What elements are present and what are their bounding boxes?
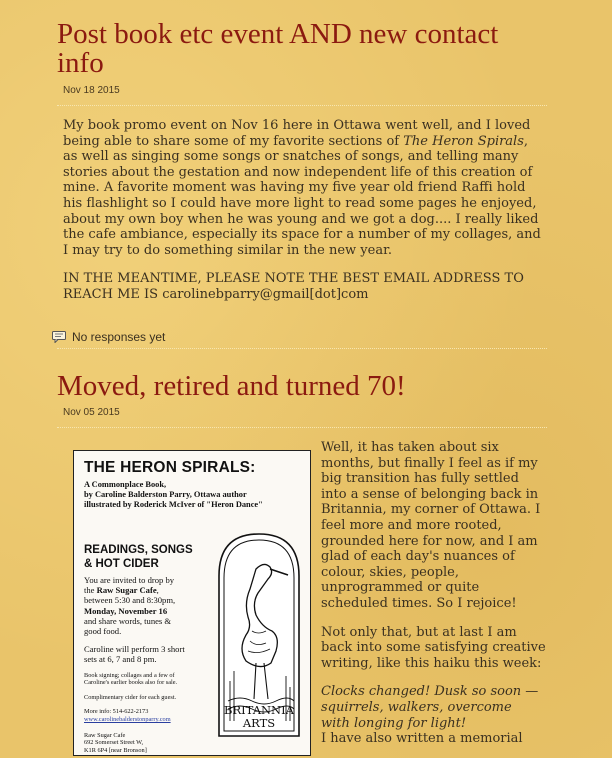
poster-text: Caroline's earlier books also for sale. — [84, 679, 178, 687]
poster-sub: illustrated by Roderick McIver of "Heron Dance" — [84, 500, 263, 509]
poster-text: between 5:30 and 8:30pm, — [84, 595, 176, 606]
poster-text: and share words, tunes & — [84, 615, 172, 626]
poster-link: www.carolinebalderstonparry.com — [84, 716, 171, 723]
post-title[interactable]: Post book etc event AND new contact info — [57, 18, 499, 79]
divider — [57, 427, 547, 428]
poster-text: Monday, November 16 — [84, 605, 168, 616]
post-body — [63, 118, 545, 316]
paragraph: IN THE MEANTIME, PLEASE NOTE THE BEST EMAIL ADDRESS TO REACH ME IS carolinebparry@gmail[dot]com — [63, 271, 524, 302]
paragraph: My book promo event on Nov 16 here in Ottawa went well, and I loved being able to share some of my favorite sections of The Heron Spirals, as well as singing some songs or snatches of songs, and telling many stories about the gestation and now independent life of this creation of mine. A favorite moment was having my five year old friend Raffi hold his flashlight so I could have more light to read some pages he enjoyed, about my own boy when he was young and we got a dog.... I really liked the cafe ambiance, especially its space for a number of my collages, and I may try to do something similar in the new year. — [63, 118, 541, 258]
poster-left-column — [84, 539, 214, 754]
poster-text: K1R 6P4 [near Bronson] — [84, 746, 147, 754]
poster-text: 692 Somerset Street W, — [84, 739, 144, 747]
comments-link[interactable] — [52, 330, 165, 344]
haiku-line: Clocks changed! Dusk so soon — — [321, 684, 539, 700]
heron-illustration — [216, 531, 302, 751]
poster-title: THE HERON SPIRALS: — [84, 459, 256, 476]
poster-text: Complimentary cider for each guest. — [84, 693, 177, 701]
poster-text: good food. — [84, 626, 122, 637]
post-date: Nov 05 2015 — [63, 407, 120, 418]
paragraph: I have also written a memorial — [321, 731, 523, 747]
event-poster-image — [73, 450, 311, 756]
poster-text: You are invited to drop by — [84, 575, 175, 585]
poster-text: Caroline will perform 3 short — [84, 644, 185, 655]
post-body — [321, 440, 546, 747]
poster-text: sets at 6, 7 and 8 pm. — [84, 654, 157, 665]
poster-text: Raw Sugar Cafe — [84, 731, 126, 739]
poster-text: the Raw Sugar Cafe, — [84, 585, 159, 596]
paragraph: Not only that, but at last I am back into some satisfying creative writing, like this haiku this week: — [321, 624, 546, 671]
poster-art-label: ARTS — [242, 716, 276, 730]
post-date: Nov 18 2015 — [63, 85, 120, 96]
haiku-line: with longing for light! — [321, 715, 467, 731]
poster-sub: A Commonplace Book, — [84, 480, 167, 489]
divider — [57, 348, 547, 349]
comment-icon — [52, 331, 66, 343]
post-title[interactable]: Moved, retired and turned 70! — [57, 370, 406, 402]
poster-text: Book signing; collages and a few of — [84, 671, 175, 679]
paragraph: Well, it has taken about six months, but finally I feel as if my big transition has fully settled into a sense of belonging back in Britannia, my corner of Ottawa. I feel more and more rooted, grounded here for now, and I am glad of each day's nuances of colour, skies, people, unprogrammed or quite scheduled times. So I rejoice! — [321, 440, 541, 611]
poster-text: More info: 514-622-2173 — [84, 708, 149, 716]
poster-heading: READINGS, SONGS & HOT CIDER — [84, 544, 193, 570]
divider — [57, 105, 547, 106]
poster-art-label: BRITANNIA — [224, 703, 294, 717]
poster-sub: by Caroline Balderston Parry, Ottawa author — [84, 490, 247, 499]
haiku-line: squirrels, walkers, overcome — [321, 699, 512, 715]
comments-label[interactable]: No responses yet — [72, 330, 166, 344]
